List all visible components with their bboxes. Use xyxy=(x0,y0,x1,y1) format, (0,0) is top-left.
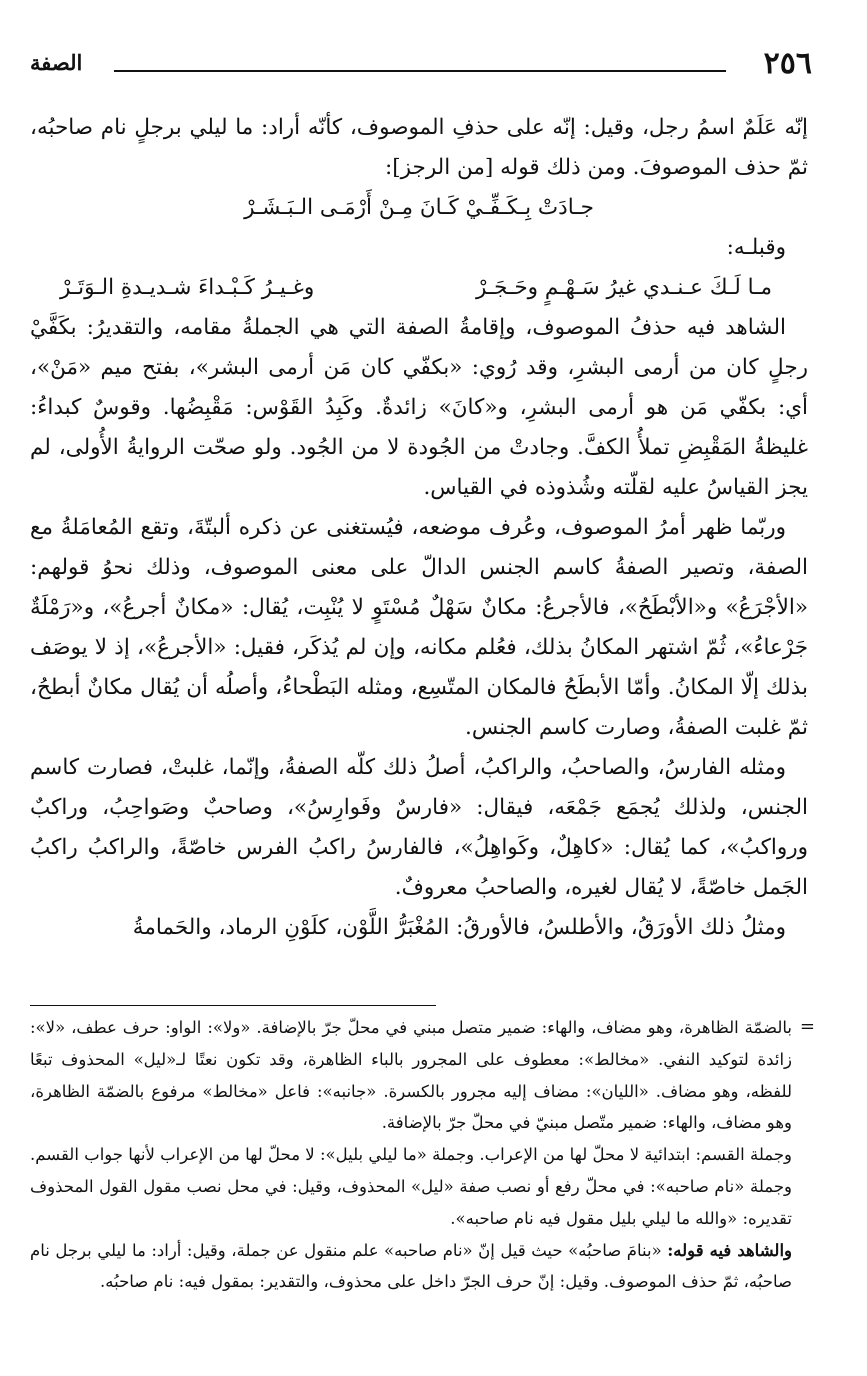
paragraph: وقبلـه: xyxy=(726,235,786,260)
paragraph: الشاهد فيه حذفُ الموصوف، وإقامةُ الصفة التي هي الجملةُ مقامه، والتقديرُ: بكَفَّيْ رجلٍ كان من أرمى البشرِ، وقد رُوي: «بكفّي كان مَن أرمى البشر»، بفتح ميم «مَنْ»، أي: بكفّي مَن هو أرمى البشرِ، و«كانَ» زائدةٌ. وكَبِدُ القَوْس: مَقْبِضُها. وقوسٌ كبداءُ: غليظةُ المَقْبِضِ تملأُ الكفَّ. وجادتْ من الجُودة لا من الجُود. ولو صحّت الروايةُ الأُولى، لم يجز القياسُ عليه لقلّته وشُذوذه في القياس. xyxy=(30,315,808,500)
verse-hemistich: مـا لَـكَ عـنـدي غيرُ سَـهْـمٍ وحَـجَـرْ xyxy=(476,275,772,300)
footnote-text: «بنامَ صاحبُه» حيث قيل إنّ «نام صاحبه» علم منقول عن جملة، وقيل: أراد: ما ليلي برجل نام صاحبُه، ثمّ حذف الموصوف. وقيل: إنّ حرف الجرّ داخل على محذوف، والتقدير: بمقول فيه: نام صاحبُه. xyxy=(30,1240,792,1292)
chapter-title: الصفة xyxy=(30,50,83,75)
verse-couplet xyxy=(30,268,808,308)
paragraph: وربّما ظهر أمرُ الموصوف، وعُرف موضعه، فيُستغنى عن ذكره ألبتّةَ، وتقع المُعامَلةُ مع الصفة، وتصير الصفةُ كاسم الجنس الدالّ على معنى الموصوف، وذلك نحوُ قولهم: «الأجْرَعُ» و«الأبْطَحُ»، فالأجرعُ: مكانٌ سَهْلٌ مُسْتَوٍ لا يُنْبِت، يُقال: «مكانٌ أجرعُ»، و«رَمْلَةٌ جَرْعاءُ»، ثُمّ اشتهر المكانُ بذلك، فعُلم مكانه، وإن لم يُذكَر، فقيل: «الأجرعُ»، إذ لا يوصَف بذلك إلّا المكانُ. وأمّا الأبطَحُ فالمكان المتّسِع، ومثله البَطْحاءُ، وأصلُه أن يُقال مكانٌ أبطحُ، ثمّ غلبت الصفةُ، وصارت كاسم الجنس. xyxy=(30,515,808,740)
footnote-paragraph: وجملة القسم: ابتدائية لا محلّ لها من الإعراب. وجملة «ما ليلي بليل»: لا محلّ لها من الإعراب لأنها جواب القسم. وجملة «نام صاحبه»: في محلّ رفع أو نصب صفة «ليل» المحذوف، وقيل: في محل نصب مقول القول المحذوف تقديره: «والله ما ليلي بليل مقول فيه نام صاحبه». xyxy=(30,1145,792,1228)
footnote-separator xyxy=(30,1005,436,1006)
footnote-label: والشاهد فيه قوله: xyxy=(667,1240,793,1260)
main-text xyxy=(30,108,808,948)
verse-hemistich: وغـيـرُ كَـبْـداءَ شـديـدةِ الـوَتَـرْ xyxy=(60,275,315,300)
footnotes xyxy=(30,1012,792,1298)
page-number: ٢٥٦ xyxy=(763,46,812,81)
header-rule xyxy=(114,70,726,72)
paragraph: ومثله الفارسُ، والصاحبُ، والراكبُ، أصلُ ذلك كلّه الصفةُ، وإنّما، غلبتْ، فصارت كاسم الجنس، ولذلك يُجمَع جَمْعَه، فيقال: «فارسٌ وفَوارِسُ»، وصاحبٌ وصَواحِبُ، وراكبٌ ورواكبُ»، كما يُقال: «كاهِلٌ، وكَواهِلُ»، فالفارسُ راكبُ الفرس خاصّةً، والراكبُ راكبُ الجَمل خاصّةً، لا يُقال لغيره، والصاحبُ معروفٌ. xyxy=(30,755,808,900)
footnote-continuation-mark: = xyxy=(799,1016,815,1037)
footnote-paragraph: بالضمّة الظاهرة، وهو مضاف، والهاء: ضمير متصل مبني في محلّ جرّ بالإضافة. «ولا»: الواو: حرف عطف، «لا»: زائدة لتوكيد النفي. «مخالط»: معطوف على المجرور بالباء الظاهرة، وقد تكون نعتًا لـ«ليل» المحذوف تبعًا للفظه، وهو مضاف. «الليان»: مضاف إليه مجرور بالكسرة. «جانبه»: فاعل «مخالط» مرفوع بالضمّة الظاهرة، وهو مضاف، والهاء: ضمير متّصل مبنيّ في محلّ جرّ بالإضافة. xyxy=(30,1018,792,1133)
verse-line: جـادَتْ بِـكَـفِّـيْ كَـانَ مِـنْ أَرْمَـى الـبَـشَـرْ xyxy=(244,195,594,220)
paragraph: إنّه عَلَمٌ اسمُ رجل، وقيل: إنّه على حذفِ الموصوف، كأنّه أراد: ما ليلي برجلٍ نام صاحبُه، ثمّ حذف الموصوفَ. ومن ذلك قوله [من الرجز]: xyxy=(30,115,808,180)
footnote-paragraph xyxy=(30,1235,792,1299)
paragraph: ومثلُ ذلك الأورَقُ، والأطلسُ، فالأورقُ: المُغْبَرُّ اللَّوْن، كلَوْنِ الرماد، والحَمامةُ xyxy=(132,915,786,940)
running-header xyxy=(30,46,812,90)
